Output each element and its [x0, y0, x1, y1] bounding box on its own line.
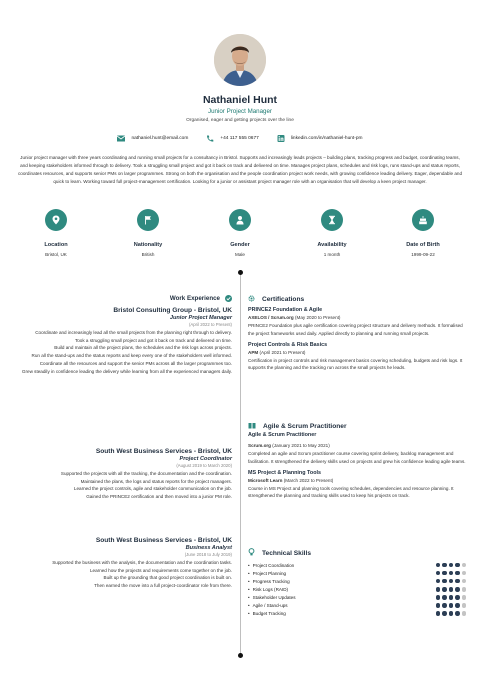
- skill-rating: [436, 587, 467, 592]
- skill-rating: [436, 611, 467, 616]
- job-duty: Supported the business with the analysis, the documentation and the coordination tasks.: [52, 560, 232, 565]
- job-duty: Gained the PRINCE2 certification and then moved into a junior PM role.: [86, 494, 232, 500]
- avatar: [214, 34, 266, 86]
- timeline-divider: [240, 270, 241, 656]
- section-training: [248, 422, 466, 500]
- skill-row: [248, 561, 466, 569]
- contact-email-text: nathaniel.hunt@email.com: [131, 136, 189, 141]
- job-duties: [16, 329, 232, 375]
- contact-phone[interactable]: [206, 135, 258, 142]
- skill-row: [248, 610, 466, 618]
- job-duty: Then earned the move into a full project-coordinator role from there.: [94, 583, 232, 589]
- section-title: Technical Skills: [262, 549, 311, 557]
- skill-rating: [436, 571, 467, 576]
- job-duty: Maintained the plans, the logs and status reports for the project managers.: [80, 478, 232, 484]
- job-duty: Learned how the projects and requirements come together on the job.: [90, 567, 232, 573]
- fact-gender: [200, 209, 280, 257]
- rating-dot-filled: [436, 587, 441, 592]
- job-entry: [16, 537, 232, 590]
- training-title: Agile & Scrum Practitioner: [248, 432, 317, 438]
- rating-dot-empty: [462, 587, 467, 592]
- fact-value: 1 month: [323, 252, 341, 257]
- rating-dot-filled: [442, 611, 447, 616]
- rating-dot-empty: [462, 571, 467, 576]
- rating-dot-filled: [449, 603, 454, 608]
- rating-dot-filled: [455, 579, 460, 584]
- rating-dot-filled: [442, 579, 447, 584]
- timeline-dot-bottom: [238, 653, 243, 658]
- rating-dot-filled: [436, 571, 441, 576]
- skill-rating: [436, 579, 467, 584]
- rating-dot-filled: [455, 587, 460, 592]
- skill-name: • Project Planning: [248, 571, 286, 576]
- rating-dot-filled: [449, 571, 454, 576]
- skill-name: • Risk Logs (RAID): [248, 587, 288, 592]
- job-duty: Coordinate and increasingly lead all the small projects from the planning right through to delivery.: [35, 330, 232, 335]
- cert-dates: (April 2021 to Present): [259, 349, 306, 355]
- rating-dot-filled: [449, 579, 454, 584]
- training-title: MS Project & Planning Tools: [248, 469, 321, 476]
- rating-dot-filled: [442, 563, 447, 568]
- fact-location: [16, 209, 96, 257]
- job-duty: Grew steadily in confidence leading the delivery while learning from all the experienced managers daily.: [21, 368, 232, 374]
- certification-entry: [248, 307, 466, 338]
- skill-rating: [436, 603, 467, 608]
- fact-value: Bristol, UK: [45, 252, 67, 257]
- book-icon: [248, 422, 256, 431]
- certification-entry: [248, 342, 466, 373]
- rating-dot-filled: [442, 603, 447, 608]
- rating-dot-filled: [449, 611, 454, 616]
- job-dates: (June 2018 to July 2019): [184, 552, 232, 557]
- fact-value: Male: [235, 252, 245, 257]
- cert-title: Project Controls & Risk Basics: [248, 341, 328, 348]
- lightbulb-icon: [248, 548, 255, 558]
- job-entry: [16, 448, 232, 501]
- job-company: South West Business Services - Bristol, UK: [95, 537, 232, 544]
- section-header: [248, 548, 466, 558]
- fact-label: Gender: [230, 242, 250, 248]
- training-entry: [248, 432, 466, 466]
- rating-dot-filled: [436, 603, 441, 608]
- contact-bar: [0, 135, 480, 142]
- section-certifications: [248, 295, 466, 372]
- skill-name: • Project Coordination: [248, 563, 294, 568]
- contact-linkedin[interactable]: [277, 135, 363, 142]
- job-dates: (April 2022 to Present): [189, 322, 232, 327]
- job-position: Project Coordinator: [179, 456, 232, 462]
- job-position: Junior Project Manager: [169, 315, 232, 321]
- rating-dot-filled: [449, 587, 454, 592]
- cert-source: [248, 315, 466, 320]
- rating-dot-filled: [436, 611, 441, 616]
- section-work-experience: [170, 295, 232, 302]
- cert-issuer: APM: [248, 349, 259, 355]
- training-entry: [248, 470, 466, 501]
- rating-dot-filled: [442, 595, 447, 600]
- linkedin-icon: [277, 135, 285, 142]
- profile-summary: Junior project manager with three years coordinating and running small projects for a consultancy in Bristol. Supports and increasingly leads projects – building plans, tracking progress and budget, coordinating teams, and keeping stakeholders informed through to delivery. Took a struggling small project and got it back on track and delivered on time. Manages project plans, schedules and risk logs, runs stand-ups and status reports, coordinates resources, and supports senior PMs on larger programmes. Strong on both the organisation and the people coordination project work needs, with growing confidence leading delivery. Eager, dependable and quick to learn. Working toward full project-management certification. Looking for a junior or assistant project manager role with an organisation that will develop a keen project manager.: [18, 155, 462, 184]
- skill-name: • Agile / Stand-ups: [248, 603, 288, 608]
- phone-icon: [206, 135, 214, 142]
- training-source: [248, 443, 466, 448]
- skill-rating: [436, 595, 467, 600]
- job-duty: Build and maintain all the project plans, the schedules and the risk logs across projects.: [54, 345, 232, 351]
- person-icon: [229, 209, 251, 231]
- job-duty: Took a struggling small project and got it back on track and delivered on time.: [74, 337, 232, 343]
- cert-dates: (May 2020 to Present): [294, 315, 341, 320]
- skill-name: • Progress Tracking: [248, 579, 290, 584]
- cert-issuer: AXELOS / Scrum.org: [248, 315, 294, 320]
- rating-dot-empty: [462, 563, 467, 568]
- job-position: Business Analyst: [185, 545, 232, 551]
- fact-label: Location: [44, 242, 68, 248]
- rating-dot-empty: [462, 579, 467, 584]
- job-duty: Coordinate all the resources and support the senior PMs across all the larger programmes too.: [39, 360, 232, 366]
- cert-description: PRINCE2 Foundation plus agile certification covering project structure and delivery methods. It formalised the project frameworks used daily. Applied directly to planning and running small projects.: [248, 323, 463, 336]
- skill-name: • Budget Tracking: [248, 611, 286, 616]
- rating-dot-filled: [436, 579, 441, 584]
- cake-icon: [412, 209, 434, 231]
- fact-value: 1999-09-22: [411, 252, 435, 257]
- fact-date-of-birth: [383, 209, 463, 257]
- rating-dot-filled: [449, 563, 454, 568]
- skill-row: [248, 569, 466, 577]
- rating-dot-filled: [455, 595, 460, 600]
- cert-source: [248, 350, 466, 355]
- skill-rating: [436, 563, 467, 568]
- candidate-name: Nathaniel Hunt: [202, 94, 278, 106]
- email-icon: [117, 135, 125, 142]
- section-title: Agile & Scrum Practitioner: [263, 423, 347, 430]
- contact-email[interactable]: [117, 135, 188, 142]
- training-description: Course in MS Project and planning tools covering schedules, dependencies and resource planning. It strengthened the planning and tracking skills used to keep his projects on track.: [248, 485, 454, 499]
- job-company: South West Business Services - Bristol, UK: [95, 448, 232, 455]
- contact-linkedin-text: linkedin.com/in/nathaniel-hunt-pm: [290, 136, 363, 141]
- fact-label: Nationality: [133, 242, 163, 248]
- job-duties: [16, 559, 232, 590]
- skill-row: [248, 577, 466, 585]
- training-description: Completed an agile and Scrum practitioner course covering sprint delivery, backlog management and facilitation. It strengthened the delivery skills used on projects and grew his confidence leading agile teams.: [248, 451, 466, 464]
- skill-name: • Stakeholder Updates: [248, 595, 296, 600]
- section-header: [248, 295, 466, 304]
- training-provider: Microsoft Learn: [248, 477, 283, 483]
- section-header: [248, 422, 466, 431]
- training-provider: Scrum.org: [248, 443, 271, 448]
- rating-dot-empty: [462, 611, 467, 616]
- job-dates: (August 2019 to March 2020): [176, 463, 232, 468]
- section-title: Certifications: [262, 296, 305, 303]
- job-duties: [16, 470, 232, 501]
- rating-dot-filled: [455, 563, 460, 568]
- rating-dot-filled: [449, 595, 454, 600]
- gear-icon: [248, 295, 255, 304]
- flag-icon: [137, 209, 159, 231]
- job-duty: Learned the project controls, agile and stakeholder communication on the job.: [73, 486, 232, 492]
- rating-dot-filled: [436, 563, 441, 568]
- fact-label: Date of Birth: [406, 242, 440, 248]
- skill-row: [248, 593, 466, 601]
- rating-dot-filled: [442, 571, 447, 576]
- check-badge-icon: [225, 295, 232, 302]
- fact-nationality: [108, 209, 188, 257]
- contact-phone-text: +44 117 555 0677: [220, 136, 259, 141]
- skill-row: [248, 601, 466, 609]
- skill-row: [248, 585, 466, 593]
- job-duty: Run all the stand-ups and the status reports and keep every one of the stakeholders well informed.: [31, 353, 232, 359]
- rating-dot-filled: [436, 595, 441, 600]
- section-title: Work Experience: [169, 295, 220, 302]
- training-dates: (January 2021 to May 2021): [272, 443, 330, 448]
- candidate-role: Junior Project Manager: [208, 108, 272, 115]
- personal-facts: [0, 209, 480, 269]
- rating-dot-empty: [462, 603, 467, 608]
- fact-availability: [292, 209, 372, 257]
- training-dates: (March 2022 to Present): [283, 477, 334, 483]
- training-source: [248, 478, 466, 483]
- fact-value: British: [141, 252, 155, 257]
- job-duty: Built up the grounding that good project coordination is built on.: [103, 575, 232, 581]
- rating-dot-filled: [455, 603, 460, 608]
- location-icon: [45, 209, 67, 231]
- rating-dot-filled: [442, 587, 447, 592]
- skills-list: [248, 561, 466, 618]
- job-company: Bristol Consulting Group - Bristol, UK: [113, 307, 232, 314]
- cert-title: PRINCE2 Foundation & Agile: [248, 307, 323, 313]
- job-duty: Supported the projects with all the tracking, the documentation and the coordination.: [60, 471, 232, 476]
- job-entry: [16, 307, 232, 375]
- rating-dot-filled: [455, 611, 460, 616]
- hourglass-icon: [321, 209, 343, 231]
- section-technical-skills: [248, 548, 466, 558]
- candidate-tagline: Organised, eager and getting projects over the line: [186, 118, 294, 123]
- rating-dot-filled: [455, 571, 460, 576]
- rating-dot-empty: [462, 595, 467, 600]
- fact-label: Availability: [317, 242, 347, 248]
- cert-description: Certification in project controls and risk management basics covering scheduling, budgets and risk logs. It supports the planning and the tracking run across the small projects he leads.: [248, 357, 463, 371]
- timeline-dot-top: [238, 270, 243, 275]
